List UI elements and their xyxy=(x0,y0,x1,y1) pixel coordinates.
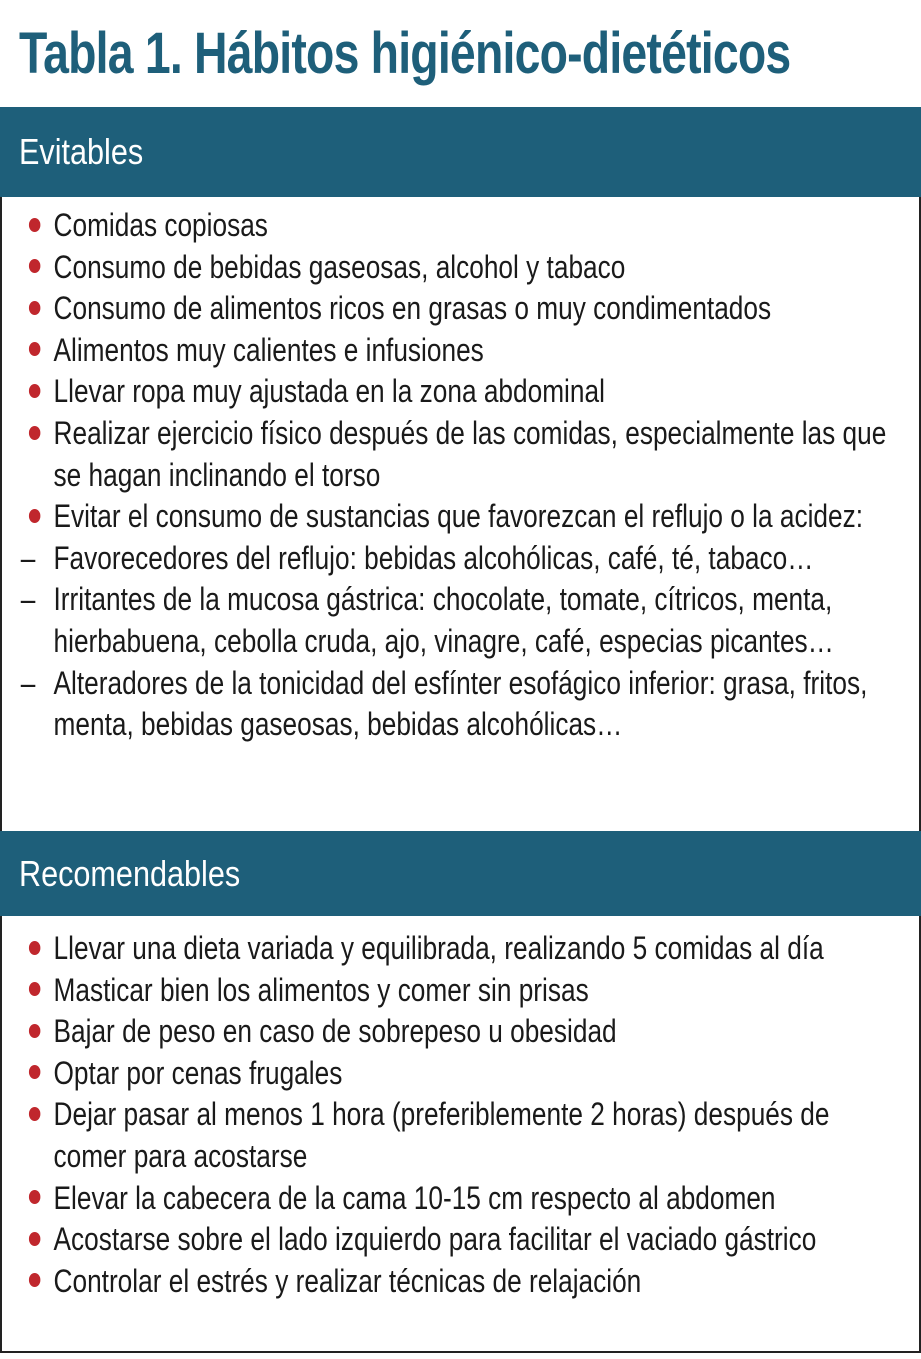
list-item-text: Bajar de peso en caso de sobrepeso u obesidad xyxy=(53,1013,617,1050)
bullet-icon xyxy=(29,1024,40,1038)
bullet-marker xyxy=(24,1261,49,1303)
bullet-marker xyxy=(24,1219,49,1261)
list-item-text: Optar por cenas frugales xyxy=(53,1054,343,1091)
bullet-icon xyxy=(29,342,40,356)
list-item xyxy=(24,1094,893,1177)
bullet-marker xyxy=(24,330,49,372)
bullet-marker xyxy=(24,205,49,247)
list-item xyxy=(20,538,893,580)
list-item-text: Acostarse sobre el lado izquierdo para facilitar el vaciado gástrico xyxy=(53,1221,817,1258)
list-item xyxy=(24,1011,893,1053)
dash-marker xyxy=(20,538,49,580)
list-item xyxy=(24,970,893,1012)
dash-marker xyxy=(20,579,49,621)
list-item-text: Dejar pasar al menos 1 hora (preferiblemente 2 horas) después de comer para acostarse xyxy=(53,1096,830,1174)
list-item-text: Alteradores de la tonicidad del esfínter esofágico inferior: grasa, fritos, menta, bebidas gaseosas, bebidas alcohólicas… xyxy=(53,664,868,743)
section-header-recomendables xyxy=(0,831,921,916)
bullet-icon xyxy=(29,1273,40,1287)
section-body-evitables xyxy=(0,197,921,831)
dash-icon: – xyxy=(20,539,36,576)
bullet-icon xyxy=(29,1232,40,1246)
bullet-icon xyxy=(29,426,40,440)
bullet-marker xyxy=(24,970,49,1012)
list-item xyxy=(24,413,893,496)
list-item-text: Comidas copiosas xyxy=(53,207,268,243)
bullet-marker xyxy=(24,1053,49,1095)
list-item xyxy=(24,1219,893,1261)
dash-marker xyxy=(20,663,49,705)
dash-icon: – xyxy=(20,664,36,701)
bullet-icon xyxy=(29,509,40,523)
list-item xyxy=(24,1053,893,1095)
list-item-text: Llevar una dieta variada y equilibrada, realizando 5 comidas al día xyxy=(53,930,824,966)
table-title: Tabla 1. Hábitos higiénico-dietéticos xyxy=(19,21,791,86)
list-item-text: Llevar ropa muy ajustada en la zona abdominal xyxy=(53,373,605,410)
list-item xyxy=(24,330,893,372)
list-item-text: Consumo de alimentos ricos en grasas o muy condimentados xyxy=(53,290,772,327)
list-item xyxy=(24,1261,893,1303)
bullet-marker xyxy=(24,247,49,289)
section-heading: Recomendables xyxy=(19,853,241,894)
section-heading: Evitables xyxy=(19,131,144,172)
bullet-marker xyxy=(24,371,49,413)
list-item xyxy=(24,247,893,289)
list-item xyxy=(24,928,893,970)
list-item xyxy=(20,663,893,746)
list-item xyxy=(20,579,893,662)
bullet-marker xyxy=(24,1178,49,1220)
list-item xyxy=(24,288,893,330)
evitables-list xyxy=(20,205,893,746)
bullet-marker xyxy=(24,1011,49,1053)
section-header-evitables xyxy=(0,107,921,197)
bullet-icon xyxy=(29,218,40,232)
list-item-text: Controlar el estrés y realizar técnicas de relajación xyxy=(53,1262,642,1299)
bullet-marker xyxy=(24,496,49,538)
bullet-marker xyxy=(24,413,49,455)
list-item-text: Consumo de bebidas gaseosas, alcohol y tabaco xyxy=(53,248,626,285)
list-item xyxy=(24,1178,893,1220)
list-item-text: Realizar ejercicio físico después de las comidas, especialmente las que se hagan inclinando el torso xyxy=(53,414,887,493)
bullet-icon xyxy=(29,1107,40,1121)
bullet-icon xyxy=(29,1190,40,1204)
bullet-marker xyxy=(24,928,49,970)
list-item-text: Evitar el consumo de sustancias que favorezcan el reflujo o la acidez: xyxy=(53,498,864,535)
dash-icon: – xyxy=(20,581,36,618)
bullet-icon xyxy=(29,1065,40,1079)
bullet-marker xyxy=(24,288,49,330)
section-body-recomendables xyxy=(0,916,921,1353)
list-item xyxy=(24,371,893,413)
list-item-text: Alimentos muy calientes e infusiones xyxy=(53,331,484,368)
bullet-icon xyxy=(29,259,40,273)
list-item xyxy=(24,496,893,538)
bullet-icon xyxy=(29,941,40,955)
list-item-text: Elevar la cabecera de la cama 10-15 cm respecto al abdomen xyxy=(53,1179,776,1216)
recomendables-list xyxy=(24,928,893,1302)
bullet-icon xyxy=(29,384,40,398)
list-item-text: Irritantes de la mucosa gástrica: chocolate, tomate, cítricos, menta, hierbabuena, cebolla cruda, ajo, vinagre, café, especias picantes… xyxy=(53,581,834,659)
bullet-icon xyxy=(29,301,40,315)
list-item-text: Favorecedores del reflujo: bebidas alcohólicas, café, té, tabaco… xyxy=(53,539,814,576)
list-item xyxy=(24,205,893,247)
bullet-marker xyxy=(24,1094,49,1136)
bullet-icon xyxy=(29,982,40,996)
list-item-text: Masticar bien los alimentos y comer sin prisas xyxy=(53,971,589,1008)
